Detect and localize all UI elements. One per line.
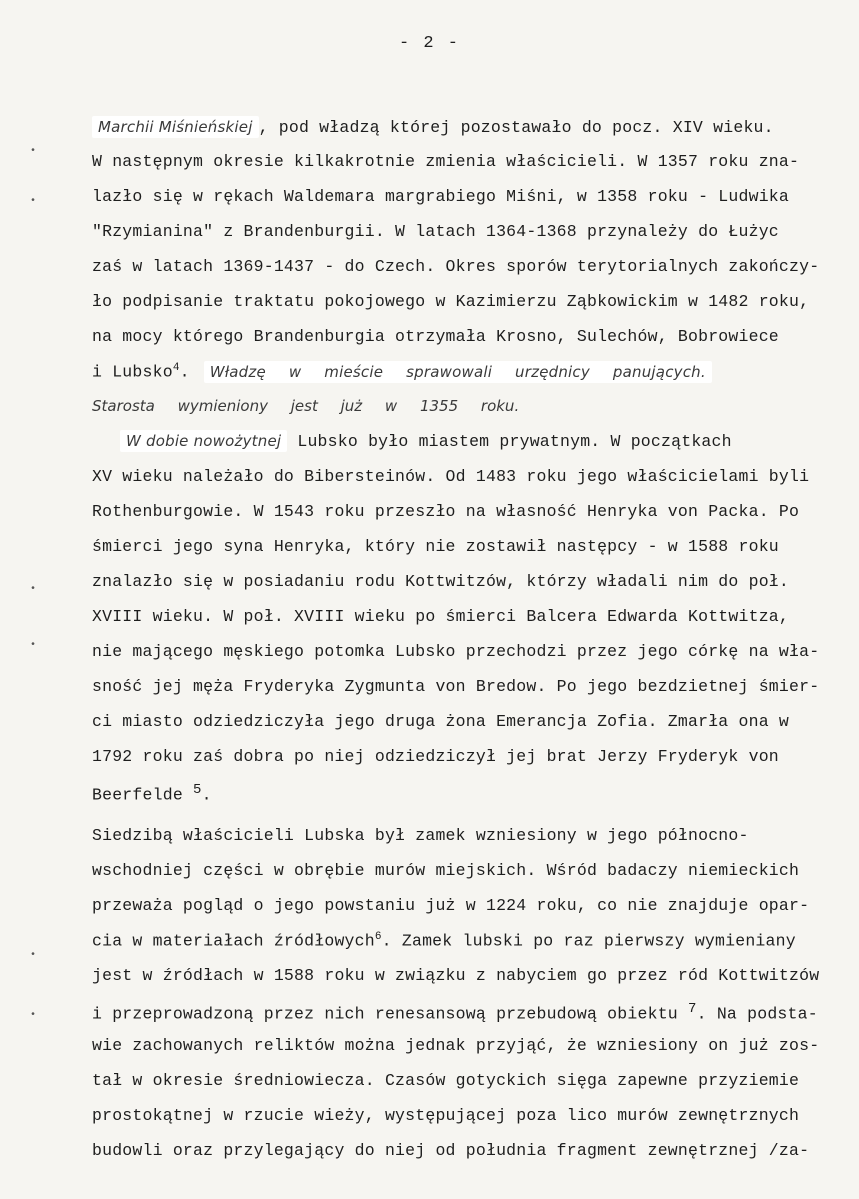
text-line: "Rzymianina" z Brandenburgii. W latach 1364-1368 przynależy do Łużyc <box>92 222 779 241</box>
text-line: budowli oraz przylegający do niej od południa fragment zewnętrznej /za- <box>92 1141 810 1160</box>
text-line: cia w materiałach źródłowych$^6$. Zamek lubski po raz pierwszy wymieniany <box>92 931 796 951</box>
typed-text: i Lubsko <box>92 362 173 382</box>
text-line: i Lubsko$^4$. Władzę w mieście sprawowali urzędnicy panujących. <box>92 362 712 382</box>
handwritten-insert: Władzę w mieście sprawowali urzędnicy panujących. <box>204 361 712 383</box>
text-line: wie zachowanych reliktów można jednak przyjąć, że wzniesiony on już zos- <box>92 1036 820 1055</box>
footnote-ref: 5 <box>193 782 202 798</box>
text-line: jest w źródłach w 1588 roku w związku z nabyciem go przez ród Kottwitzów <box>92 966 820 985</box>
text-line: sność jej męża Fryderyka Zygmunta von Bredow. Po jego bezdzietnej śmier- <box>92 677 820 696</box>
text-line: wschodniej części w obrębie murów miejskich. Wśród badaczy niemieckich <box>92 861 800 880</box>
text-line: śmierci jego syna Henryka, który nie zostawił następcy - w 1588 roku <box>92 537 779 556</box>
text-line: XVIII wieku. W poł. XVIII wieku po śmierci Balcera Edwarda Kottwitza, <box>92 607 790 626</box>
text-line: XV wieku należało do Bibersteinów. Od 1483 roku jego właścicielami byli <box>92 467 810 486</box>
footnote-ref: 4 <box>172 362 180 374</box>
margin-dot: • <box>30 1010 37 1021</box>
typed-text: Lubsko było miastem prywatnym. W początkach <box>287 432 732 451</box>
margin-dot: • <box>30 950 37 961</box>
typed-text: , pod władzą której pozostawało do pocz. XIV wieku. <box>258 118 774 137</box>
handwritten-line: Starosta wymieniony jest już w 1355 roku. <box>92 397 520 415</box>
text-line: Siedzibą właścicieli Lubska był zamek wzniesiony w jego północno- <box>92 826 749 845</box>
margin-dot: • <box>30 640 37 651</box>
text-line <box>120 432 732 451</box>
text-line: ci miasto odziedziczyła jego druga żona Emerancja Zofia. Zmarła ona w <box>92 712 790 731</box>
text-line <box>92 118 774 137</box>
text-line: Beerfelde $^5$. <box>92 782 212 805</box>
text-line: zaś w latach 1369-1437 - do Czech. Okres sporów terytorialnych zakończy- <box>92 257 820 276</box>
text-line: W następnym okresie kilkakrotnie zmienia właścicieli. W 1357 roku zna- <box>92 152 800 171</box>
text-line: prostokątnej w rzucie wieży, występującej poza lico murów zewnętrznych <box>92 1106 800 1125</box>
footnote-ref: 6 <box>374 931 382 943</box>
text-line: nie mającego męskiego potomka Lubsko przechodzi przez jego córkę na wła- <box>92 642 820 661</box>
text-line: znalazło się w posiadaniu rodu Kottwitzów, którzy władali nim do poł. <box>92 572 790 591</box>
text-line: Rothenburgowie. W 1543 roku przeszło na własność Henryka von Packa. Po <box>92 502 800 521</box>
page-number: - 2 - <box>398 34 460 53</box>
margin-dot: • <box>30 146 37 157</box>
footnote-ref: 7 <box>688 1001 697 1017</box>
margin-dot: • <box>30 196 37 207</box>
typed-text: i przeprowadzoną przez nich renesansową przebudową obiektu <box>92 1004 688 1024</box>
text-line: 1792 roku zaś dobra po niej odziedziczył jej brat Jerzy Fryderyk von <box>92 747 779 766</box>
text-line: lazło się w rękach Waldemara margrabiego Miśni, w 1358 roku - Ludwika <box>92 187 790 206</box>
handwritten-insert: Marchii Miśnieńskiej <box>92 116 259 138</box>
handwritten-insert: W dobie nowożytnej <box>120 430 287 452</box>
text-line: ło podpisanie traktatu pokojowego w Kazimierzu Ząbkowickim w 1482 roku, <box>92 292 810 311</box>
text-line: i przeprowadzoną przez nich renesansową przebudową obiektu $^7$. Na podsta- <box>92 1001 818 1024</box>
text-line: na mocy którego Brandenburgia otrzymała Krosno, Sulechów, Bobrowiece <box>92 327 779 346</box>
typed-text: cia w materiałach źródłowych <box>92 931 375 951</box>
margin-dot: • <box>30 584 37 595</box>
typed-text: Beerfelde <box>92 785 183 805</box>
text-line: tał w okresie średniowiecza. Czasów gotyckich sięga zapewne przyziemie <box>92 1071 800 1090</box>
text-line: przeważa pogląd o jego powstaniu już w 1224 roku, co nie znajduje opar- <box>92 896 810 915</box>
